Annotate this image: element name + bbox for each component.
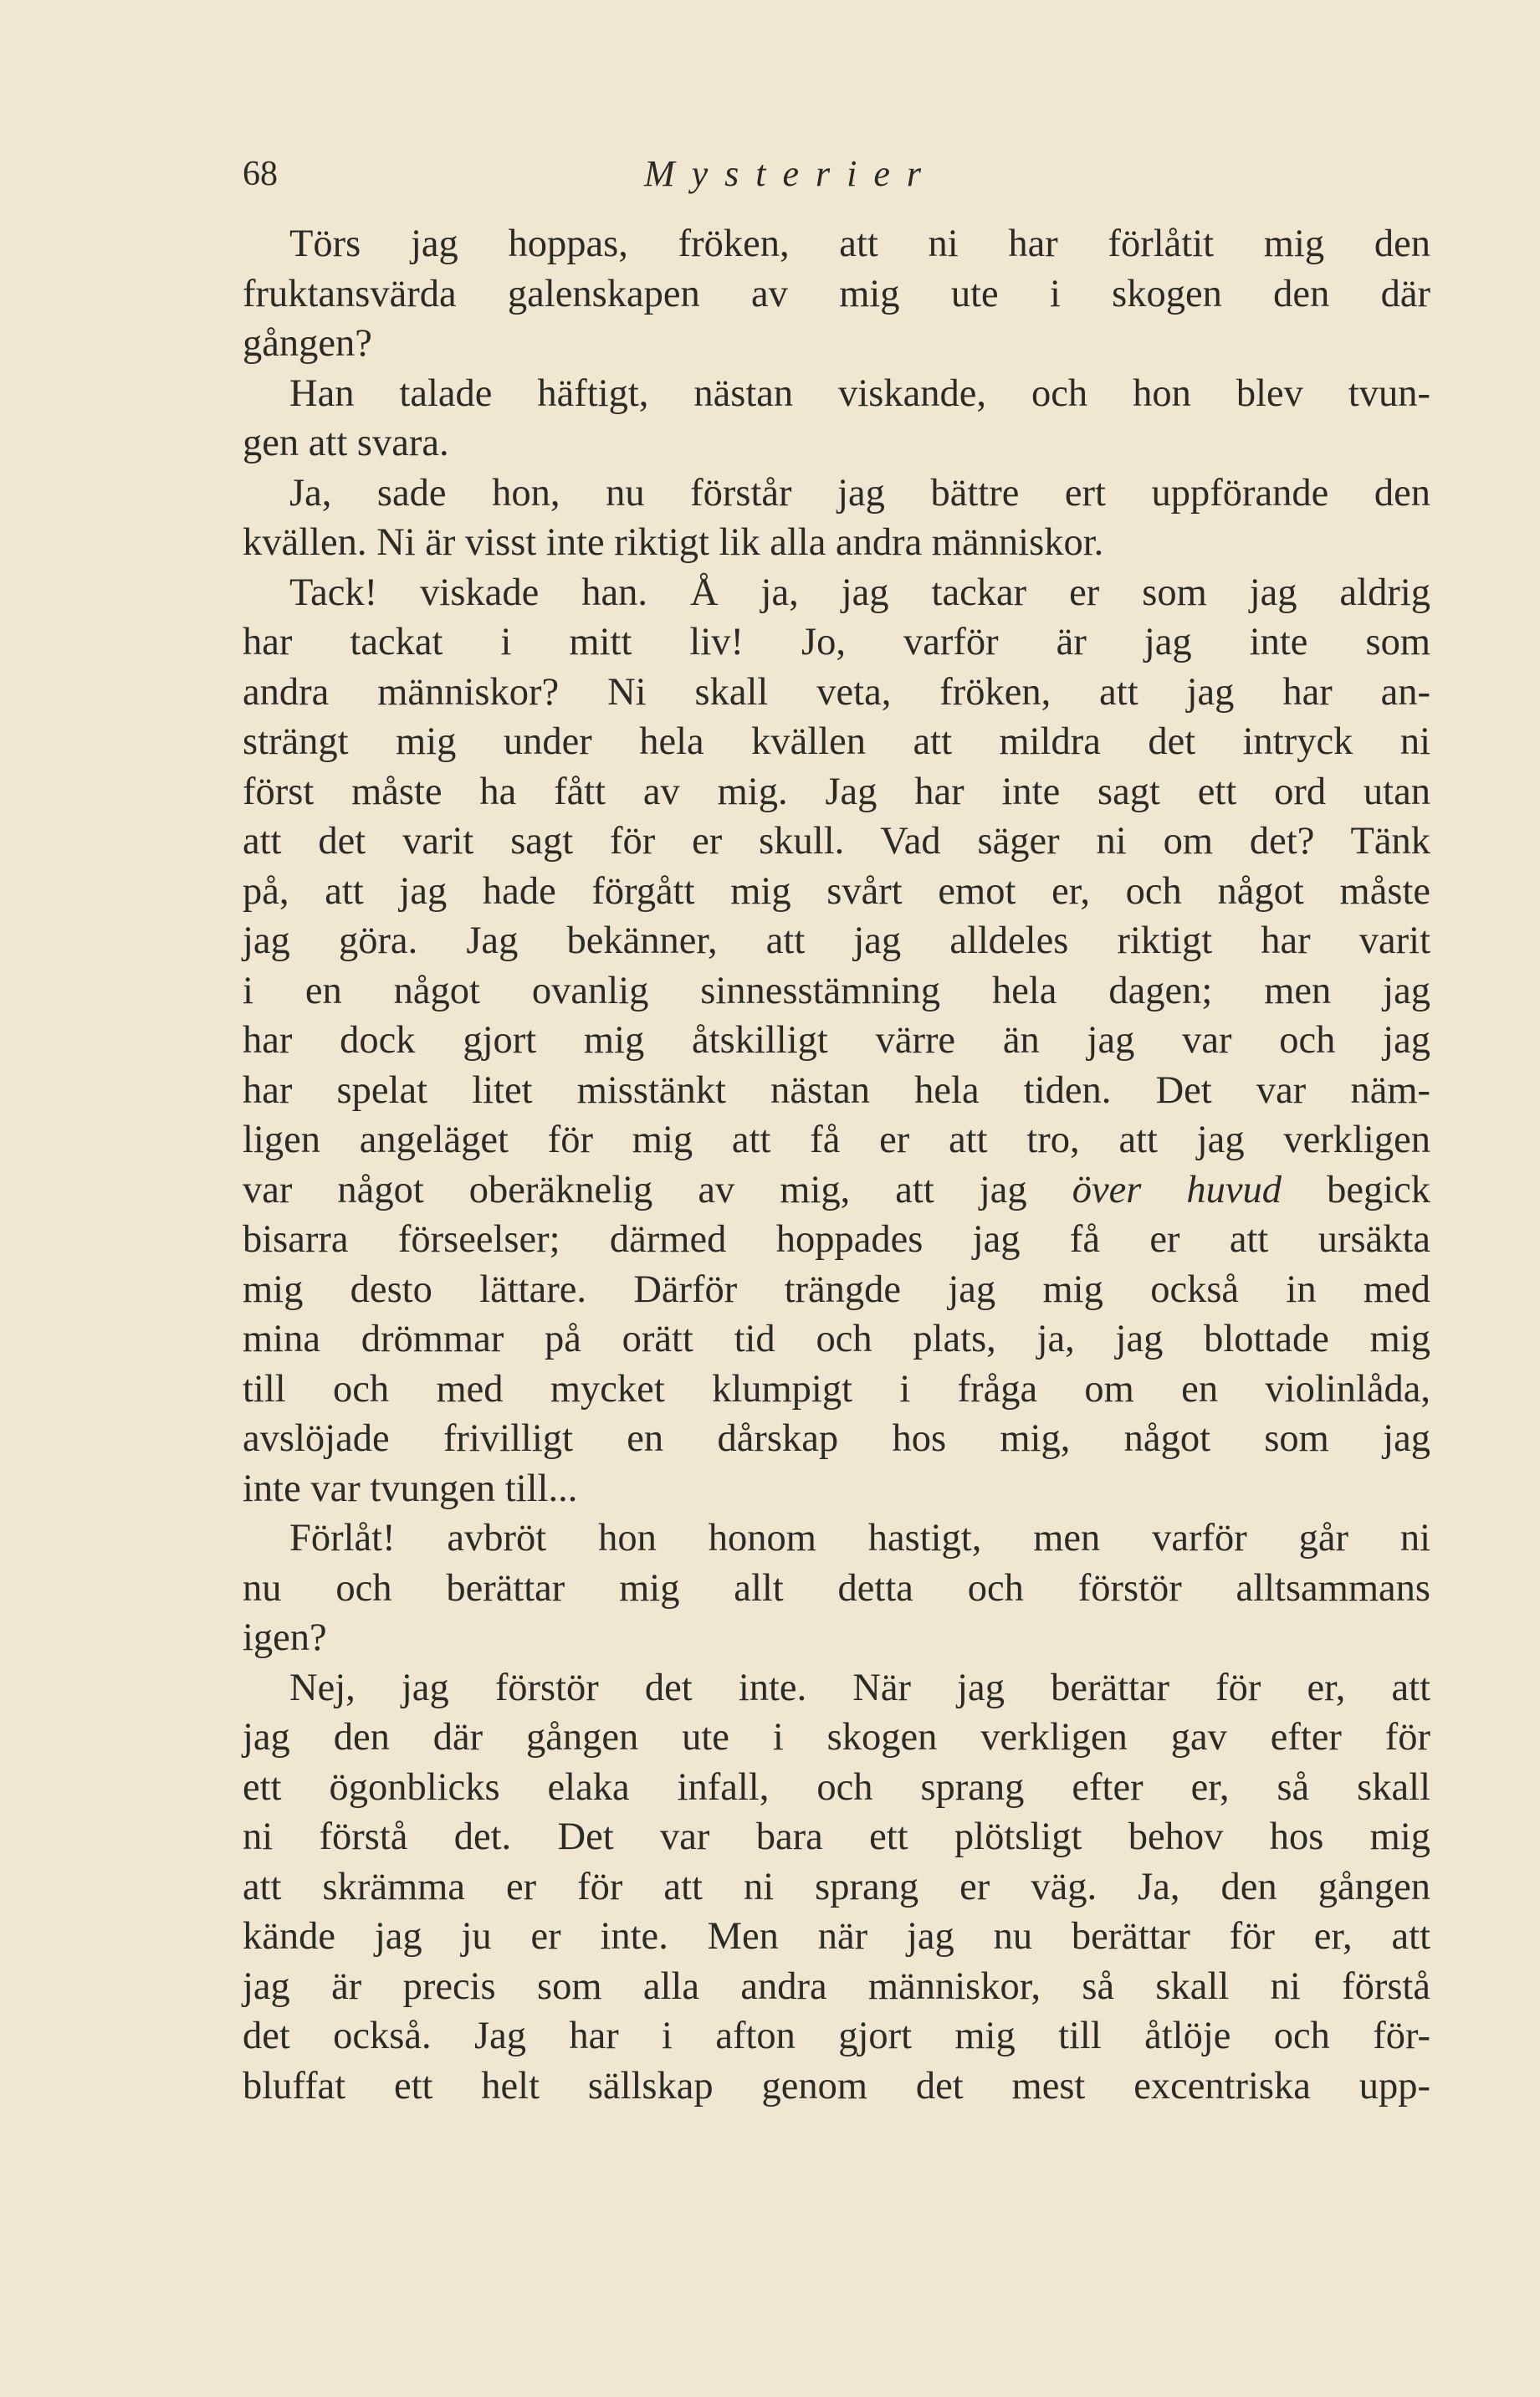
text-line [243,418,1430,469]
text-line [243,568,1430,618]
body-text [243,219,1430,2111]
text-line [243,1365,1430,1415]
text-line-content: har tackat i mitt liv! Jo, varför är jag inte som [243,621,1430,663]
text-line-content: först måste ha fått av mig. Jag har inte sagt ett ord utan [243,770,1430,813]
text-line [243,767,1430,817]
text-line-content: var något oberäknelig av mig, att jag [243,1168,1072,1211]
text-line-content: på, att jag hade förgått mig svårt emot er, och något måste [243,869,1430,913]
text-line [243,1066,1430,1116]
running-title: Mysterier [644,153,939,194]
text-line-content: ett ögonblicks elaka infall, och sprang efter er, så skall [243,1765,1430,1809]
text-line-content: i en något ovanlig sinnesstämning hela dagen; men jag [243,969,1430,1012]
text-line-content: jag göra. Jag bekänner, att jag alldeles riktigt har varit [243,919,1430,962]
text-line [243,1215,1430,1265]
text-line-content: Tack! viskade han. Å ja, jag tackar er som jag aldrig [289,571,1430,614]
text-line-content: ligen angeläget för mig att få er att tro, att jag verkligen [243,1119,1430,1161]
text-line-content: Nej, jag förstör det inte. När jag berättar för er, att [289,1666,1430,1709]
text-line-content: ni förstå det. Det var bara ett plötsligt behov hos mig [243,1816,1430,1858]
text-line [243,1564,1430,1614]
text-line [243,219,1430,269]
text-line [243,1613,1430,1663]
text-line-content: strängt mig under hela kvällen att mildra det intryck ni [243,720,1430,763]
text-line [243,1414,1430,1464]
text-line [243,1812,1430,1862]
text-line-content: mig desto lättare. Därför trängde jag mig också in med [243,1268,1430,1311]
text-line-content: kände jag ju er inte. Men när jag nu berättar för er, att [243,1915,1430,1958]
text-line [243,469,1430,519]
page-number: 68 [243,155,278,193]
text-line-content: gen att svara. [243,422,449,464]
text-line [243,717,1430,767]
text-line [243,668,1430,718]
text-line-content: Ja, sade hon, nu förstår jag bättre ert uppförande den [289,471,1430,515]
text-line-content: igen? [243,1616,327,1659]
text-line [243,1663,1430,1713]
page-header [243,149,1430,199]
text-line-content: jag är precis som alla andra människor, så skall ni förstå [243,1964,1430,2008]
text-line [243,1763,1430,1813]
text-line [243,817,1430,867]
text-line [243,1912,1430,1962]
text-line [243,966,1430,1017]
text-line-content: Han talade häftigt, nästan viskande, och hon blev tvun- [289,371,1430,415]
text-line-content: fruktansvärda galenskapen av mig ute i skogen den där [243,272,1430,315]
text-line [243,518,1430,568]
text-line-content: till och med mycket klumpigt i fråga om en violinlåda, [243,1367,1430,1411]
text-line-content: har spelat litet misstänkt nästan hela tiden. Det var näm- [243,1068,1430,1112]
text-line [243,369,1430,419]
text-line [243,1314,1430,1365]
text-line-content: att det varit sagt för er skull. Vad säger ni om det? Tänk [243,820,1430,863]
text-line-content: bluffat ett helt sällskap genom det mest excentriska upp- [243,2064,1430,2108]
text-line-content: Förlåt! avbröt hon honom hastigt, men varför går ni [289,1517,1430,1560]
text-line [243,1862,1430,1913]
text-line-content: andra människor? Ni skall veta, fröken, att jag har an- [243,670,1430,714]
text-line [243,916,1430,966]
text-line [243,269,1430,320]
text-line [243,2062,1430,2112]
text-line-content: avslöjade frivilligt en dårskap hos mig, något som jag [243,1417,1430,1460]
text-line [243,319,1430,369]
text-line [243,1513,1430,1564]
text-line [243,2011,1430,2062]
text-line [243,1165,1430,1216]
text-line-content: har dock gjort mig åtskilligt värre än jag var och jag [243,1019,1430,1062]
text-line [243,1464,1430,1514]
text-line [243,1016,1430,1066]
text-line-content: bisarra förseelser; därmed hoppades jag få er att ursäkta [243,1218,1430,1261]
text-line-content: Törs jag hoppas, fröken, att ni har förlåtit mig den [289,223,1430,265]
text-line [243,1265,1430,1315]
text-line-content: det också. Jag har i afton gjort mig till åtlöje och för- [243,2015,1430,2057]
text-line [243,867,1430,917]
text-line [243,1115,1430,1165]
text-line-content: kvällen. Ni är visst inte riktigt lik alla andra människor. [243,521,1104,564]
italic-phrase: över huvud [1072,1168,1282,1211]
text-line-content: gången? [243,322,372,365]
text-line-content: att skrämma er för att ni sprang er väg. Ja, den gången [243,1865,1430,1908]
text-line-content: begick [1282,1168,1431,1211]
text-line [243,1962,1430,2012]
text-line [243,1713,1430,1763]
text-line [243,617,1430,668]
text-line-content: jag den där gången ute i skogen verkligen gav efter för [243,1716,1430,1759]
text-line-content: nu och berättar mig allt detta och förstör alltsammans [243,1566,1430,1610]
text-line-content: mina drömmar på orätt tid och plats, ja, jag blottade mig [243,1318,1430,1360]
text-line-content: inte var tvungen till... [243,1467,578,1510]
